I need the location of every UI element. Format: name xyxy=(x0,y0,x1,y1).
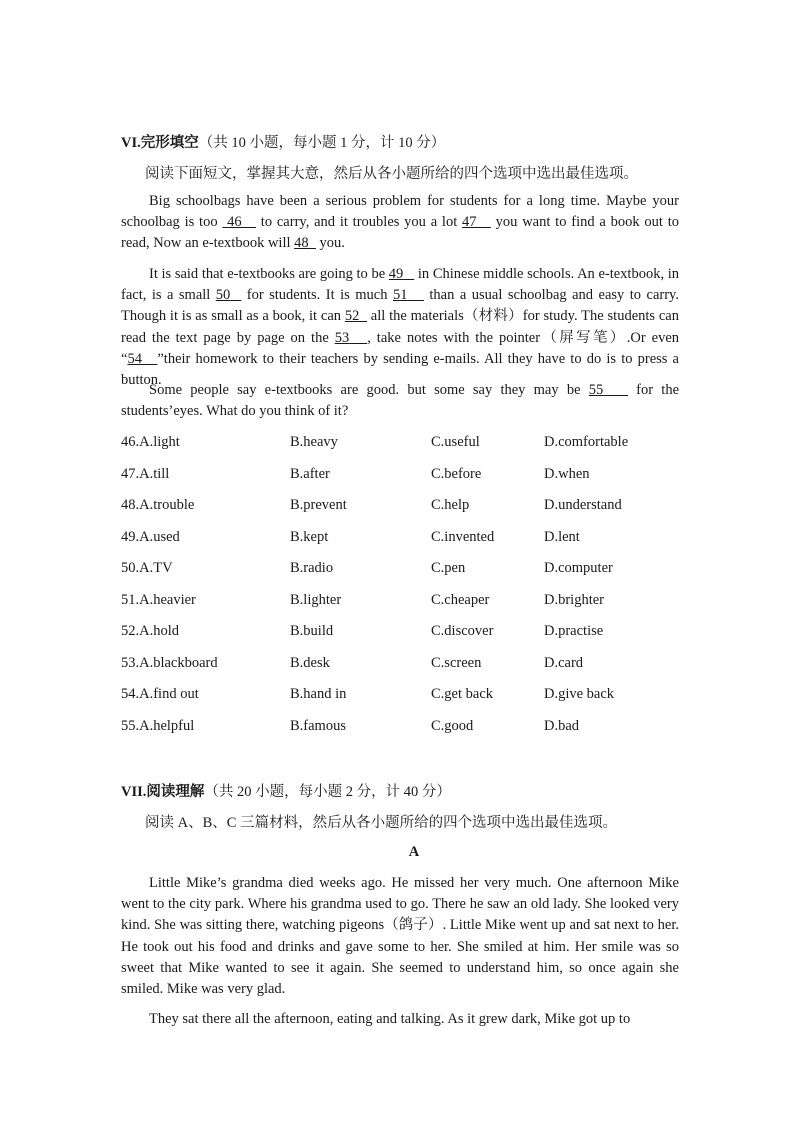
section-6-title-rest: （共 10 小题，每小题 1 分，计 10 分） xyxy=(198,135,446,151)
option-a: 51.A.heavier xyxy=(121,591,196,608)
option-a: 54.A.find out xyxy=(121,686,199,702)
option-c: C.get back xyxy=(431,686,494,702)
blank-50: 50 xyxy=(215,287,231,304)
paragraph-text: They sat there all the afternoon, eating and talking. As it grew dark, Mike got up to xyxy=(149,1011,631,1027)
blank-48: 48 xyxy=(294,235,309,252)
option-a: 52.A.hold xyxy=(121,623,179,639)
section-7-title-rest: （共 20 小题，每小题 2 分，计 40 分） xyxy=(204,784,451,800)
paragraph-text: Little Mike’s grandma died weeks ago. He missed her very much. One afternoon Mike went to the city park. Where his grandma used to go. There he saw an old lady. She looked very kind. She was sitting there, watching pigeons（鸽子）. Little Mike went up and sat next to her. He took out his food and drinks and gave some to her. She smiled at him. Her smile was so sweet that Mike wanted to see it again. She seemed to understand him, so once again she smiled. Mike was very glad. xyxy=(121,875,679,998)
option-d: D.bad xyxy=(544,717,580,734)
section-7-title-bold: VII.阅读理解 xyxy=(121,784,205,800)
section-6-title xyxy=(121,131,445,152)
passage-a-paragraph-2 xyxy=(121,1009,679,1030)
passage-a-heading: A xyxy=(408,844,420,860)
paragraph-text: , take notes with the pointer（屏写笔）.Or even “ xyxy=(121,329,680,367)
paragraph-text: for students. It is much xyxy=(241,287,393,304)
option-a: 50.A.TV xyxy=(121,560,173,576)
paragraph-text: to carry, and it troubles you a lot xyxy=(256,214,463,231)
paragraph-text: for the students’eyes. What do you think of it? xyxy=(121,382,680,420)
option-row xyxy=(121,529,681,549)
option-a: 46.A.light xyxy=(121,434,180,450)
paragraph-text: you want to find a book out to read, Now an e-textbook will xyxy=(121,214,679,252)
option-b: B.famous xyxy=(290,717,346,734)
section-7-title xyxy=(121,780,451,801)
passage-paragraph-1 xyxy=(121,191,679,255)
option-d: D.computer xyxy=(544,560,613,576)
passage-paragraph-3 xyxy=(121,380,679,422)
option-b: B.heavy xyxy=(290,434,338,450)
blank-53: 53 xyxy=(334,329,350,346)
option-row xyxy=(121,560,681,580)
option-c: C.good xyxy=(431,717,474,734)
section-7-instruction: 阅读 A、B、C 三篇材料，然后从各小题所给的四个选项中选出最佳选项。 xyxy=(145,815,618,831)
option-d: D.when xyxy=(544,465,590,482)
option-c: C.useful xyxy=(431,434,480,450)
blank-51: 51 xyxy=(392,287,408,304)
option-d: D.card xyxy=(544,654,584,671)
option-a: 48.A.trouble xyxy=(121,497,195,513)
option-row xyxy=(121,592,681,612)
option-b: B.build xyxy=(290,623,334,639)
option-b: B.kept xyxy=(290,528,329,545)
option-c: C.discover xyxy=(431,623,494,639)
section-6-instruction: 阅读下面短文，掌握其大意，然后从各小题所给的四个选项中选出最佳选项。 xyxy=(145,166,638,182)
option-row xyxy=(121,718,681,738)
blank-49: 49 xyxy=(388,266,404,282)
paragraph-text: all the materials（材料）for study. The students can read the text page by page on the xyxy=(121,308,679,346)
option-d: D.understand xyxy=(544,497,622,513)
option-c: C.help xyxy=(431,497,470,513)
option-b: B.after xyxy=(290,465,330,482)
passage-paragraph-2 xyxy=(121,264,679,391)
paragraph-text: Big schoolbags have been a serious problem for students for a long time. Maybe your schoolbag is too xyxy=(121,193,679,231)
paragraph-text: than a usual schoolbag and easy to carry. Though it is as small as a book, it can xyxy=(121,287,679,325)
paragraph-text: you. xyxy=(315,235,345,252)
option-row xyxy=(121,686,681,706)
paragraph-text: Some people say e-textbooks are good. but some say they may be xyxy=(149,382,589,398)
option-c: C.invented xyxy=(431,528,495,545)
option-d: D.comfortable xyxy=(544,434,629,450)
option-row xyxy=(121,466,681,486)
blank-47: 47 xyxy=(462,214,477,231)
option-a: 49.A.used xyxy=(121,528,180,545)
option-d: D.give back xyxy=(544,686,615,702)
paragraph-text: ”their homework to their teachers by sending e-mails. All they have to do is to press a button. xyxy=(121,350,679,389)
option-b: B.desk xyxy=(290,654,330,671)
option-a: 47.A.till xyxy=(121,465,170,482)
option-row xyxy=(121,434,681,454)
section-6-title-bold: VI.完形填空 xyxy=(121,135,199,151)
paragraph-text: It is said that e-textbooks are going to be xyxy=(149,266,389,282)
option-b: B.prevent xyxy=(290,497,347,513)
option-b: B.hand in xyxy=(290,686,347,702)
option-row xyxy=(121,655,681,675)
option-c: C.before xyxy=(431,465,482,482)
blank-54: 54 xyxy=(127,350,142,367)
option-c: C.cheaper xyxy=(431,591,490,608)
option-b: B.radio xyxy=(290,560,334,576)
blank-55: 55 xyxy=(588,382,604,398)
option-row xyxy=(121,497,681,517)
option-row xyxy=(121,623,681,643)
option-a: 55.A.helpful xyxy=(121,717,195,734)
passage-a-paragraph-1 xyxy=(121,873,679,1000)
option-b: B.lighter xyxy=(290,591,342,608)
blank-52: 52 xyxy=(344,308,360,325)
option-d: D.lent xyxy=(544,528,580,545)
blank-46: 46 xyxy=(227,214,242,231)
option-d: D.practise xyxy=(544,623,604,639)
paragraph-text: in Chinese middle schools. An e-textbook, in fact, is a small xyxy=(121,266,679,304)
option-c: C.pen xyxy=(431,560,466,576)
option-a: 53.A.blackboard xyxy=(121,654,218,671)
option-d: D.brighter xyxy=(544,591,604,608)
option-c: C.screen xyxy=(431,654,482,671)
